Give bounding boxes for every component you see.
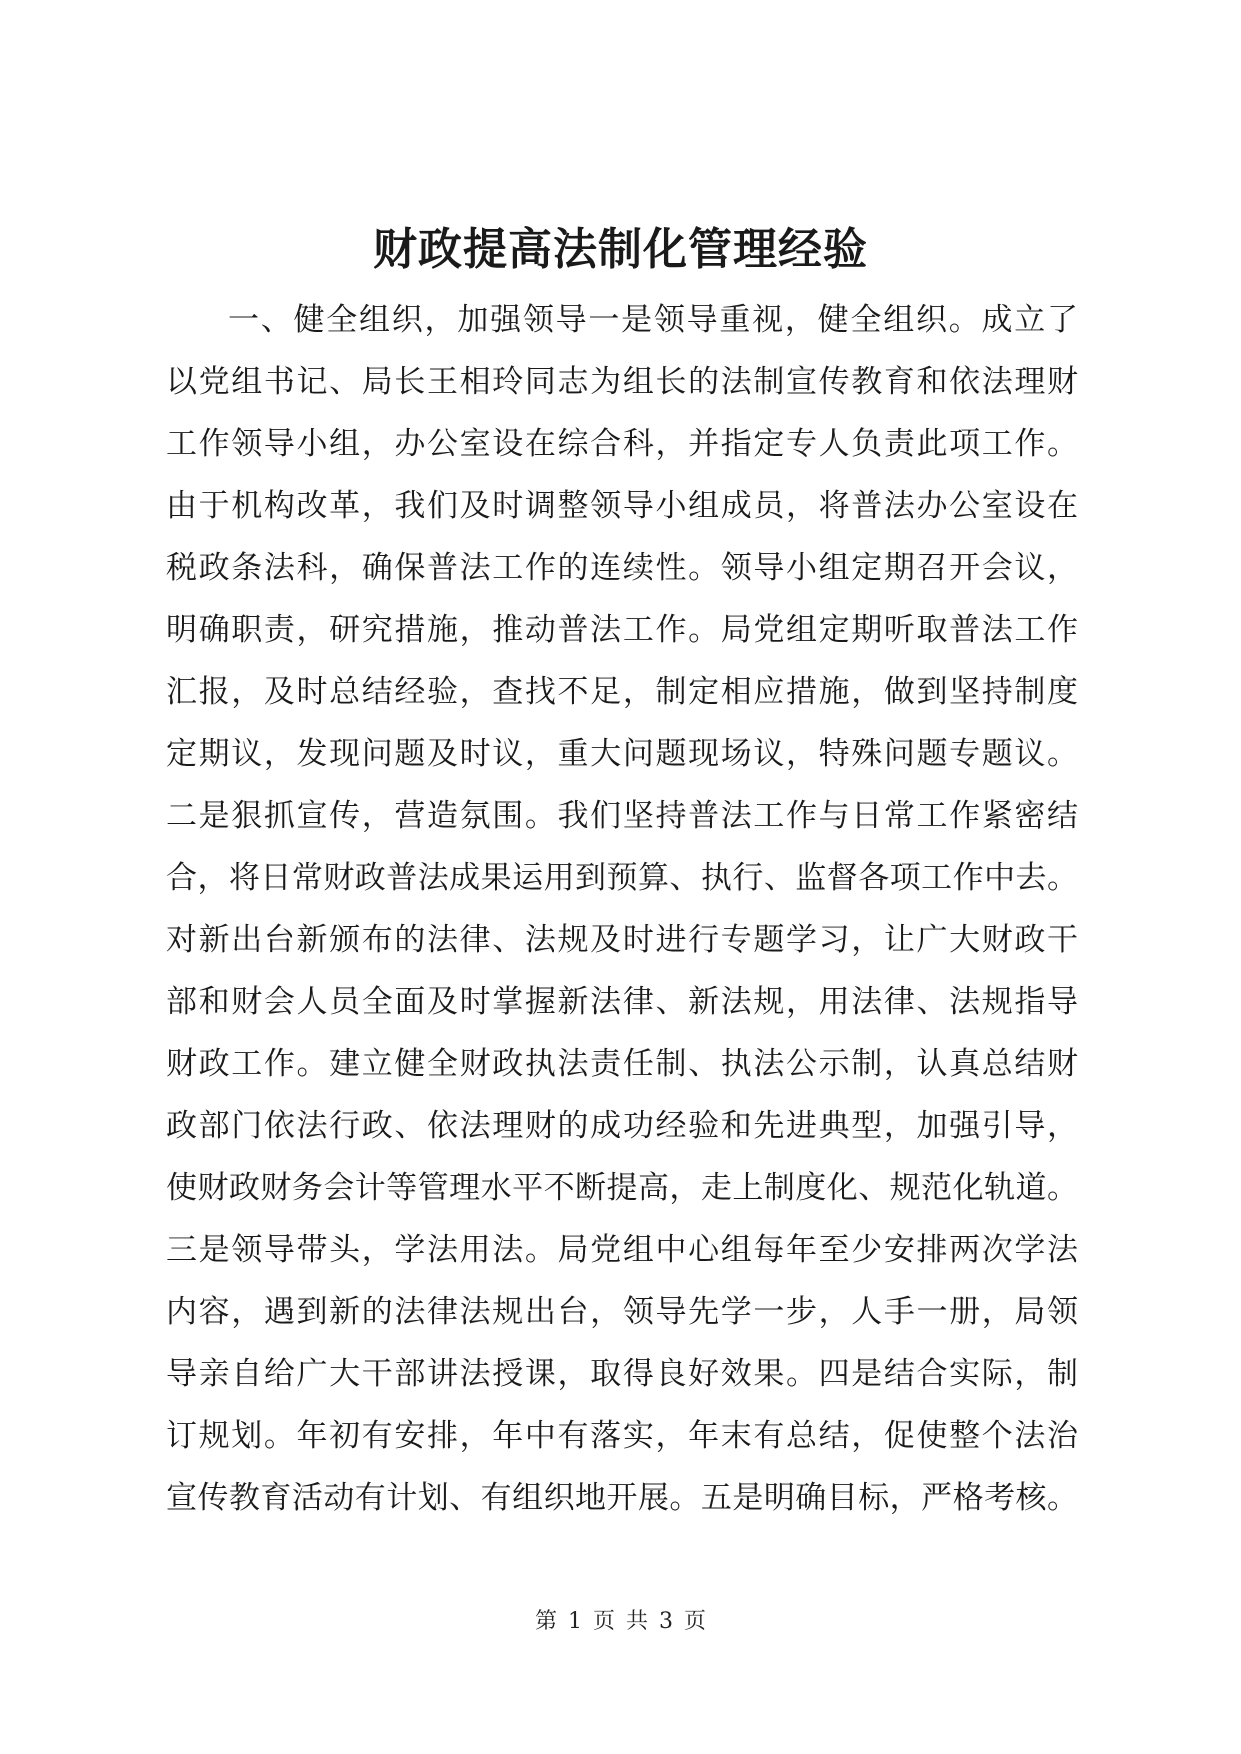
body-line: 工作领导小组，办公室设在综合科，并指定专人负责此项工作。 — [166, 426, 1078, 462]
body-line: 汇报，及时总结经验，查找不足，制定相应措施，做到坚持制度 — [166, 674, 1078, 710]
body-line: 内容，遇到新的法律法规出台，领导先学一步，人手一册，局领 — [166, 1294, 1078, 1330]
body-line: 财政工作。建立健全财政执法责任制、执法公示制，认真总结财 — [166, 1046, 1078, 1082]
body-line: 定期议，发现问题及时议，重大问题现场议，特殊问题专题议。 — [166, 736, 1078, 772]
body-line: 对新出台新颁布的法律、法规及时进行专题学习，让广大财政干 — [166, 922, 1078, 958]
body-line: 三是领导带头，学法用法。局党组中心组每年至少安排两次学法 — [166, 1232, 1078, 1268]
body-line: 一、健全组织，加强领导一是领导重视，健全组织。成立了 — [228, 302, 1078, 338]
body-line: 使财政财务会计等管理水平不断提高，走上制度化、规范化轨道。 — [166, 1170, 1078, 1206]
body-line: 二是狠抓宣传，营造氛围。我们坚持普法工作与日常工作紧密结 — [166, 798, 1078, 834]
body-line: 部和财会人员全面及时掌握新法律、新法规，用法律、法规指导 — [166, 984, 1078, 1020]
body-line: 政部门依法行政、依法理财的成功经验和先进典型，加强引导， — [166, 1108, 1078, 1144]
body-line: 由于机构改革，我们及时调整领导小组成员，将普法办公室设在 — [166, 488, 1078, 524]
body-line: 订规划。年初有安排，年中有落实，年末有总结，促使整个法治 — [166, 1418, 1078, 1454]
body-line: 以党组书记、局长王相玲同志为组长的法制宣传教育和依法理财 — [166, 364, 1078, 400]
body-line: 税政条法科，确保普法工作的连续性。领导小组定期召开会议， — [166, 550, 1078, 586]
body-line: 导亲自给广大干部讲法授课，取得良好效果。四是结合实际，制 — [166, 1356, 1078, 1392]
page-title: 财政提高法制化管理经验 — [373, 224, 868, 275]
body-line: 合，将日常财政普法成果运用到预算、执行、监督各项工作中去。 — [166, 860, 1078, 896]
body-line: 明确职责，研究措施，推动普法工作。局党组定期听取普法工作 — [166, 612, 1078, 648]
page-number-footer: 第 1 页 共 3 页 — [535, 1609, 706, 1634]
body-line: 宣传教育活动有计划、有组织地开展。五是明确目标，严格考核。 — [166, 1480, 1078, 1516]
document-body — [166, 289, 1078, 1529]
